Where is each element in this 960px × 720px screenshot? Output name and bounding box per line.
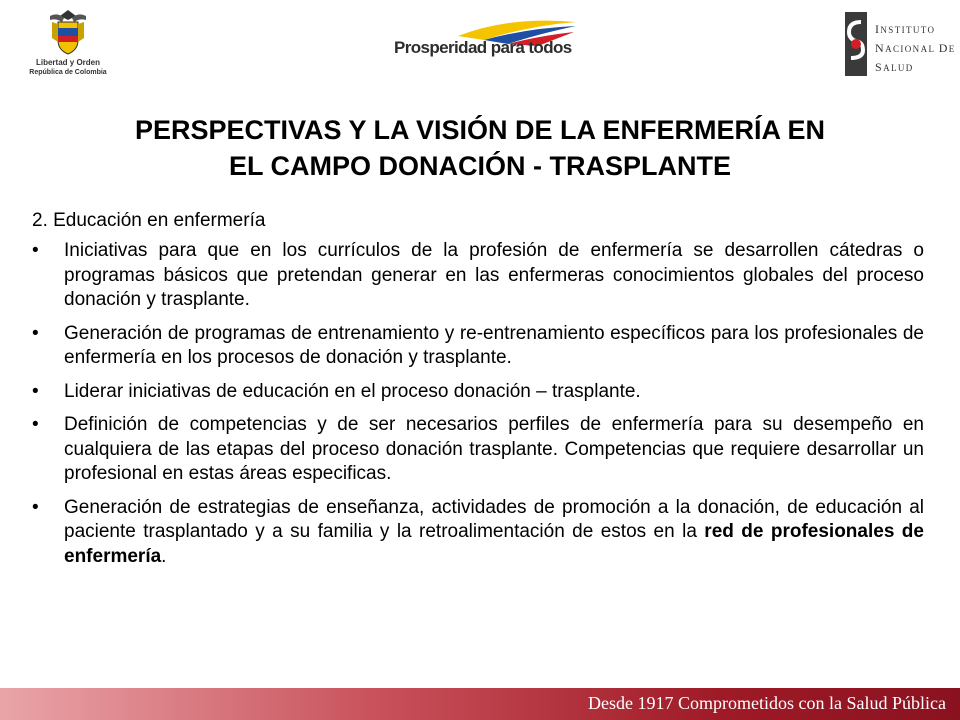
slide-title-line2: EL CAMPO DONACIÓN - TRASPLANTE — [228, 151, 731, 181]
bullet-text: Iniciativas para que en los currículos de la profesión de enfermería se desarrollen cátedras o programas básicos que pretendan generar en las enfermeras conocimientos globales del proceso donación y trasplante. — [64, 240, 924, 310]
bullet-dot-icon: • — [32, 322, 39, 344]
bullet-list — [32, 239, 924, 569]
ins-name-line3: SALUD — [875, 60, 914, 74]
slide-title — [40, 112, 920, 184]
bullet-item — [32, 496, 924, 570]
bullet-dot-icon: • — [32, 240, 39, 261]
ins-mark-icon — [845, 12, 867, 76]
prosperidad-logo — [388, 14, 578, 74]
slide-content — [32, 208, 924, 578]
ins-name-line2: NACIONAL DE — [875, 41, 956, 55]
bullet-text-bold: red de profesionales de enfermería — [64, 521, 924, 567]
slide-title-line1: PERSPECTIVAS Y LA VISIÓN DE LA ENFERMERÍA EN — [134, 115, 826, 145]
bullet-dot-icon: • — [32, 496, 39, 518]
bullet-item — [32, 239, 924, 313]
bullet-text: Liderar iniciativas de educación en el proceso donación – trasplante. — [64, 380, 641, 402]
bullet-dot-icon: • — [32, 380, 39, 402]
bullet-text: Definición de competencias y de ser necesarios perfiles de enfermería para su desempeño en cualquiera de las etapas del proceso donación trasplante. Competencias que requiere desarrollar un profesional en estas áreas especificas. — [64, 414, 924, 484]
footer-text: Desde 1917 Comprometidos con la Salud Pública — [588, 693, 946, 713]
ins-logo — [845, 10, 955, 80]
bullet-dot-icon: • — [32, 414, 39, 435]
prosperidad-text: Prosperidad para todos — [394, 38, 572, 57]
bullet-item — [32, 380, 924, 405]
ins-name-line1: INSTITUTO — [875, 22, 936, 36]
footer-bar — [0, 688, 960, 720]
colombia-motto: Libertad y Orden — [35, 58, 100, 67]
bullet-text-before: Generación de estrategias de enseñanza, actividades de promoción a la donación, de educación al paciente trasplantado y a su familia y la retroalimentación de estos en la — [64, 496, 924, 542]
section-heading: 2. Educación en enfermería — [32, 210, 266, 231]
colombia-coat-of-arms-icon — [46, 8, 90, 56]
bullet-text-after: . — [161, 545, 167, 567]
bullet-item — [32, 413, 924, 487]
colombia-logo — [28, 8, 108, 86]
bullet-text: Generación de programas de entrenamiento y re-entrenamiento específicos para los profesionales de enfermería en los procesos de donación y trasplante. — [64, 322, 924, 368]
bullet-item — [32, 322, 924, 371]
colombia-country-label: República de Colombia — [29, 69, 107, 76]
